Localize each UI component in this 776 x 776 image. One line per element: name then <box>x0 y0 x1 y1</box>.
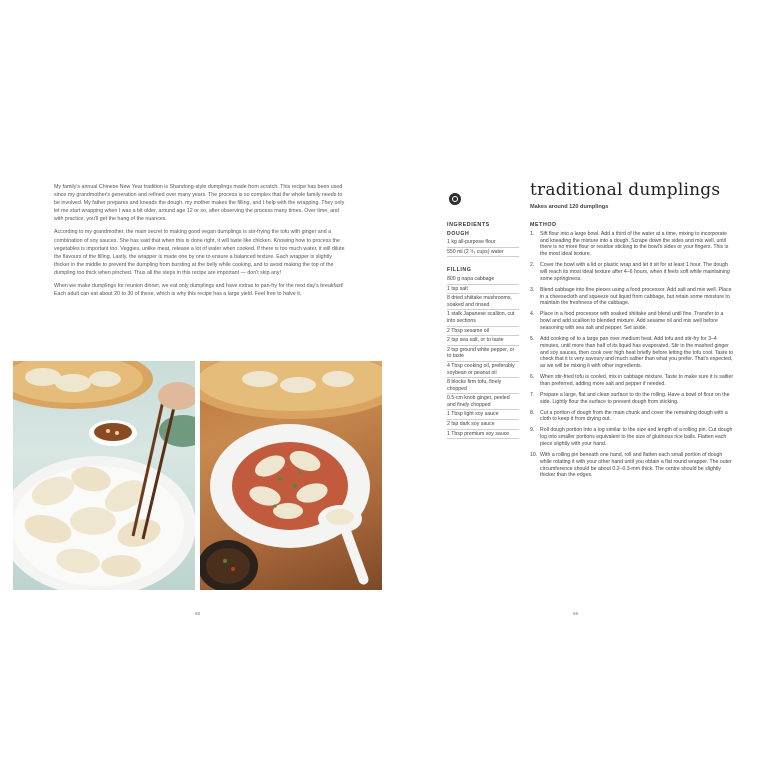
method-step <box>530 336 735 370</box>
list-item: 800 g napa cabbage <box>447 276 519 285</box>
ingredients-section <box>447 222 519 449</box>
step-number: 9. <box>530 427 535 434</box>
list-item: 550 ml (2 ¹/₃ cups) water <box>447 249 519 258</box>
step-text: Cut a portion of dough from the main chunk and cover the remaining dough with a cloth to keep it from drying out. <box>540 409 728 423</box>
method-step <box>530 410 735 424</box>
step-text: Roll dough portion into a log similar to the size and length of a rolling pin. Cut dough log into smaller portions equivalent to the size of glutinous rice balls. Flatten each piece slightly with your hand. <box>540 427 733 448</box>
method-step <box>530 231 735 258</box>
page-number-right: 69 <box>573 611 579 616</box>
step-text: Cover the bowl with a lid or plastic wrap and let it sit for at least 1 hour. The dough will reach its most ideal texture after 4–6 hours, when it feels soft while maintaining some springiness. <box>540 262 730 282</box>
step-number: 5. <box>530 335 535 342</box>
dough-list <box>447 239 519 257</box>
dumplings-plate-photo <box>13 361 195 590</box>
step-text: Sift flour into a large bowl. Add a third of the water at a time, mixing to incorporate and kneading the mixture into a dough. Scrape down the sides and mix well, until there is no more flour or residue sticking to the bowl's sides or your fingers. This is the most ideal texture. <box>540 230 729 258</box>
recipe-emblem-icon <box>449 193 461 205</box>
list-item: 2 tsp dark soy sauce <box>447 421 519 430</box>
intro-paragraph-2: According to my grandmother, the main secret to making good vegan dumplings is stir-frying the tofu with ginger and a combination of soy sauces. She has said that when this is done right, it will taste like chicken. Knowing how to process the vegetables is important too. Veggies, unlike meat, release a lot of water when cooked. If there is too much water, it will dilute the flavours of the filling. Lastly, the wrapper is made one by one to ensure a balanced texture. Each wrapper is slightly thicker in the middle to prevent the dumpling from bursting at the belly while cooking, and to avoid making the top of the dumpling too thick when pinched. Thus all the steps in this recipe are important — don't skip any! <box>54 229 345 276</box>
step-text: Prepare a large, flat and clean surface to do the rolling. Have a bowl of flour on the side. Lightly flour the surface to prevent dough from sticking. <box>540 391 730 405</box>
method-heading: METHOD <box>530 222 557 228</box>
step-number: 1. <box>530 230 535 237</box>
list-item: 1 stalk Japanese scallion, cut into sections <box>447 311 519 326</box>
method-section <box>530 222 735 483</box>
step-number: 2. <box>530 262 535 269</box>
list-item: 0.5-cm knob ginger, peeled and finely chopped <box>447 395 519 410</box>
step-number: 6. <box>530 374 535 381</box>
chili-oil-dumplings-photo <box>200 361 382 590</box>
step-number: 7. <box>530 391 535 398</box>
step-text: When stir-fried tofu is cooled, mix in cabbage mixture. Taste to make sure it is saltier than preferred, adding more salt and pepper if needed. <box>540 374 734 387</box>
list-item: 1 Tbsp light soy sauce <box>447 411 519 420</box>
step-text: With a rolling pin beneath one hand, roll and flatten each small portion of dough while rotating it with your other hand until you obtain a flat round wrapper. The outer circumference should be about 0.2–0.3-mm thick. The centre should be slightly thicker than the edges. <box>540 452 732 479</box>
filling-heading: FILLING <box>447 267 472 274</box>
ingredients-heading: INGREDIENTS <box>447 222 490 228</box>
method-step <box>530 374 735 388</box>
list-item: 2 tsp ground white pepper, or to taste <box>447 347 519 362</box>
list-item: 8 dried shiitake mushrooms, soaked and rinsed <box>447 295 519 310</box>
list-item: 2 tsp sea salt, or to taste <box>447 337 519 346</box>
page-number-left: 68 <box>195 611 201 616</box>
filling-list <box>447 276 519 439</box>
step-number: 8. <box>530 409 535 416</box>
list-item: 1 Tbsp premium soy sauce <box>447 431 519 440</box>
method-step <box>530 311 735 331</box>
recipe-yield: Makes around 120 dumplings <box>530 204 609 210</box>
step-text: Place in a food processor with soaked shiitake and blend until fine. Transfer to a bowl and add scallion to blended mixture. Add sesame oil and mix well before seasoning with sea salt and pepper. Set aside. <box>540 311 724 331</box>
step-text: Blend cabbage into fine pieces using a food processor. Add salt and mix well. Place in a cheesecloth and squeeze out liquid from cabbage, but retain some moisture to maintain the freshness of the cabbage. <box>540 286 732 307</box>
intro-paragraph-3: When we make dumplings for reunion dinner, we eat only dumplings and have extras to pan-fry for the next day's breakfast! Each adult can eat about 20 to 30 of these, which is why this recipe has a large yield. Feel free to halve it. <box>54 283 344 298</box>
step-number: 10. <box>530 452 538 458</box>
list-item: 8 blocks firm tofu, finely chopped <box>447 379 519 394</box>
list-item: 1 tsp salt <box>447 286 519 295</box>
method-step <box>530 262 735 282</box>
method-steps <box>530 231 735 479</box>
list-item: 4 Tbsp cooking oil, preferably soybean or peanut oil <box>447 363 519 378</box>
step-number: 3. <box>530 286 535 293</box>
step-text: Add cooking oil to a large pan over medium heat. Add tofu and stir-fry for 3–4 minutes, until more than half of its liquid has evaporated. Stir in the mashed ginger and soy sauces, then cook over high heat briefly before letting the tofu cool. Taste to check that it is very savoury and much saltier than what you prefer. That's expected, as we will be mixing it with other ingredients. <box>540 335 734 370</box>
intro-paragraph-1: My family's annual Chinese New Year tradition is Shandong-style dumplings made from scratch. This recipe has been used since my grandmother's generation and refined over many years. The process is so complex that the whole family needs to be involved. My father prepares and kneads the dough, my mother makes the filling, and I help with the wrapping. They only let me start wrapping when I was a bit older, around age 12 or so, after observing the process many times. Over time, and with practice, you'll get the hang of the nuances. <box>54 184 345 223</box>
list-item: 1 kg all-purpose flour <box>447 239 519 248</box>
list-item: 2 Tbsp sesame oil <box>447 328 519 337</box>
method-step <box>530 287 735 307</box>
method-step <box>530 427 735 447</box>
method-step <box>530 452 735 479</box>
intro-text <box>54 183 346 303</box>
method-step <box>530 392 735 406</box>
dough-heading: DOUGH <box>447 230 470 237</box>
recipe-title: traditional dumplings <box>530 180 721 200</box>
step-number: 4. <box>530 311 535 318</box>
